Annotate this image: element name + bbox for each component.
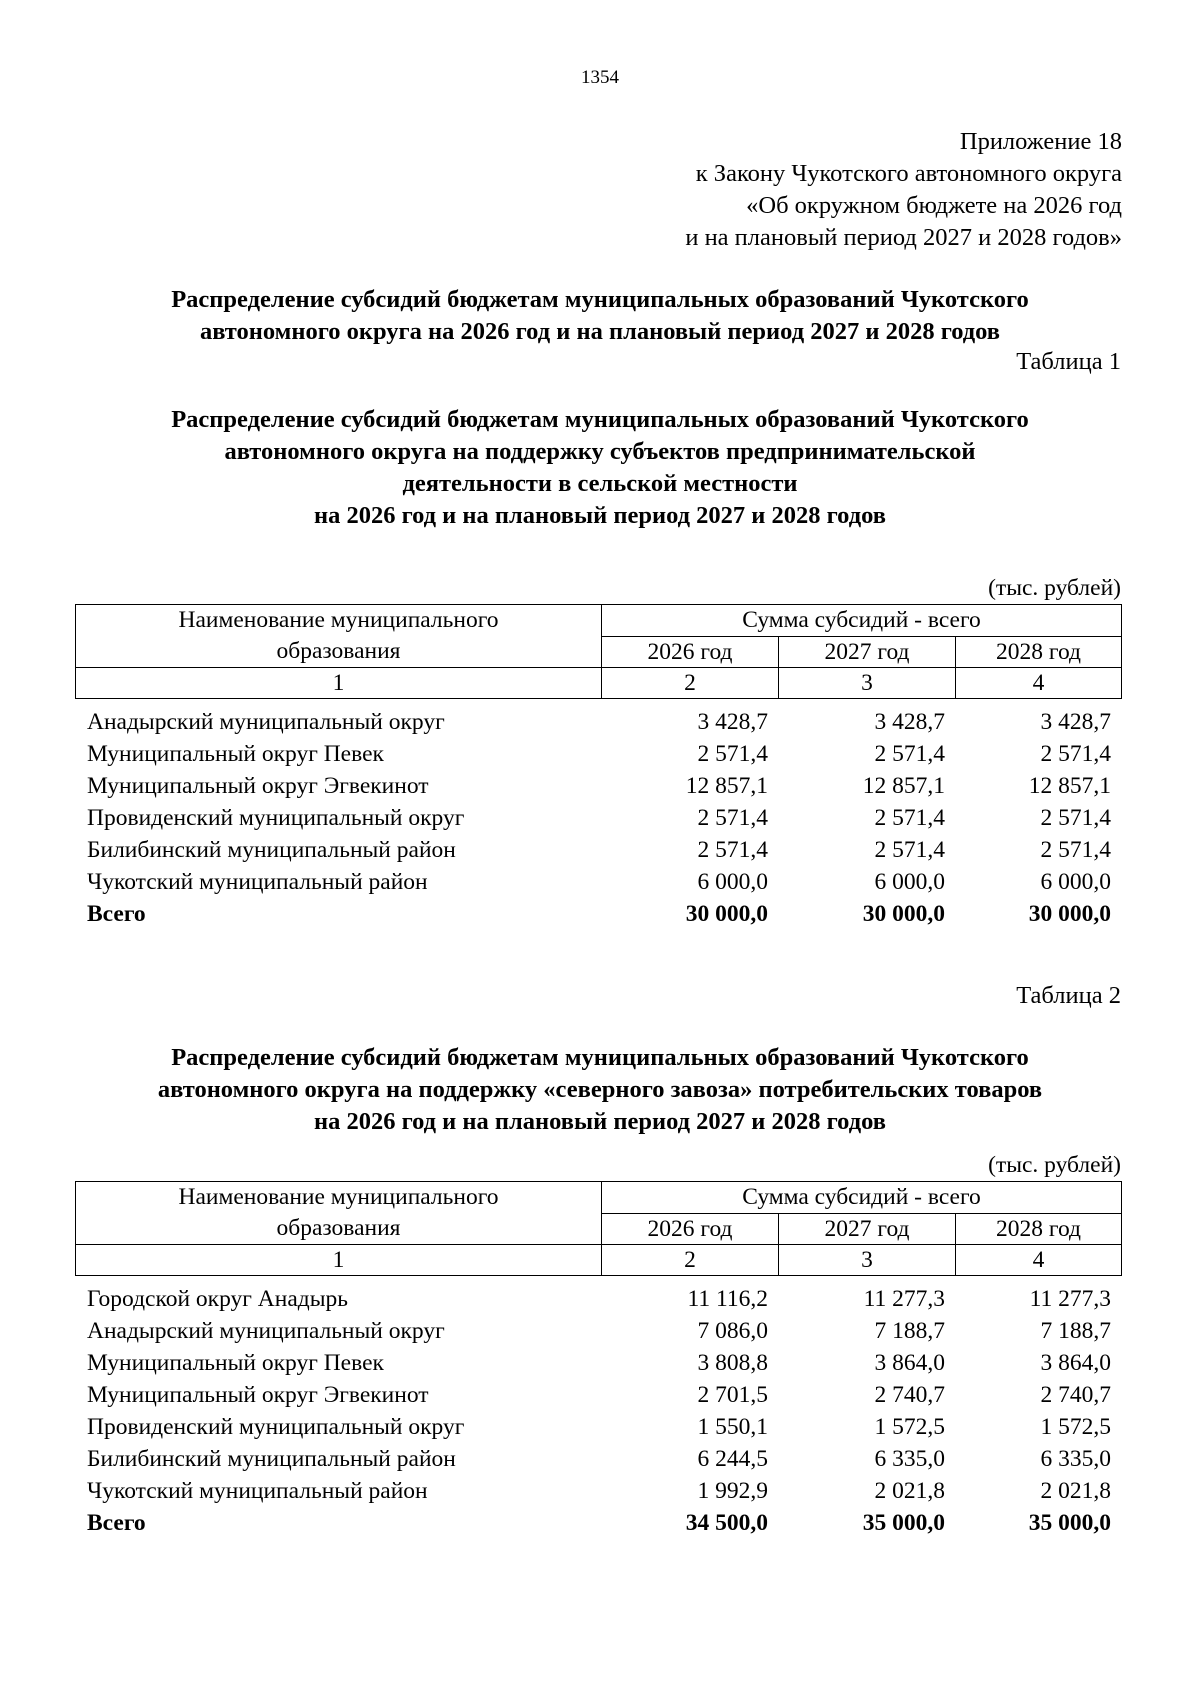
row-value-2028: 2 571,4 xyxy=(1040,741,1111,767)
header-name-line: Наименование муниципального xyxy=(178,607,499,633)
row-value-2027: 7 188,7 xyxy=(874,1318,945,1344)
row-value-2027: 2 571,4 xyxy=(874,805,945,831)
table2-title-line: Распределение субсидий бюджетам муниципальных образований Чукотского xyxy=(171,1044,1029,1071)
total-value-2026: 34 500,0 xyxy=(685,1510,768,1536)
header-year-2027: 2027 год xyxy=(779,636,956,668)
row-name: Анадырский муниципальный округ xyxy=(87,709,445,735)
row-value-2028: 2 571,4 xyxy=(1040,837,1111,863)
total-label: Всего xyxy=(87,1510,146,1536)
row-value-2027: 1 572,5 xyxy=(874,1414,945,1440)
header-sum-cell: Сумма субсидий - всего xyxy=(602,605,1122,637)
table-row xyxy=(75,1475,1121,1507)
table1-body xyxy=(75,706,1121,930)
row-value-2027: 11 277,3 xyxy=(863,1286,945,1312)
row-value-2026: 3 808,8 xyxy=(697,1350,768,1376)
table-row xyxy=(75,1283,1121,1315)
total-label: Всего xyxy=(87,901,146,927)
table-row xyxy=(75,706,1121,738)
row-value-2027: 6 000,0 xyxy=(874,869,945,895)
row-value-2026: 2 571,4 xyxy=(697,805,768,831)
header-col-number: 2 xyxy=(602,668,779,699)
row-value-2027: 6 335,0 xyxy=(874,1446,945,1472)
appendix-line: Приложение 18 xyxy=(959,128,1122,155)
total-value-2027: 35 000,0 xyxy=(862,1510,945,1536)
row-value-2026: 7 086,0 xyxy=(697,1318,768,1344)
row-value-2028: 2 571,4 xyxy=(1040,805,1111,831)
row-name: Чукотский муниципальный район xyxy=(87,869,428,895)
row-value-2028: 11 277,3 xyxy=(1029,1286,1111,1312)
table-row xyxy=(75,1379,1121,1411)
table1-title-line: Распределение субсидий бюджетам муниципальных образований Чукотского xyxy=(171,406,1029,433)
table-row xyxy=(75,770,1121,802)
table-row xyxy=(75,1315,1121,1347)
table-row xyxy=(75,1347,1121,1379)
row-name: Муниципальный округ Певек xyxy=(87,1350,384,1376)
row-value-2028: 7 188,7 xyxy=(1040,1318,1111,1344)
table-row xyxy=(75,1411,1121,1443)
row-name: Провиденский муниципальный округ xyxy=(87,805,465,831)
header-year-2028: 2028 год xyxy=(956,1213,1122,1245)
header-col-number: 1 xyxy=(76,668,602,699)
header-name-cell xyxy=(76,605,602,668)
row-name: Муниципальный округ Эгвекинот xyxy=(87,773,429,799)
row-value-2026: 2 571,4 xyxy=(697,837,768,863)
total-value-2026: 30 000,0 xyxy=(685,901,768,927)
row-value-2028: 6 000,0 xyxy=(1040,869,1111,895)
header-year-2028: 2028 год xyxy=(956,636,1122,668)
table1-title-line: на 2026 год и на плановый период 2027 и 2028 годов xyxy=(313,502,886,529)
table2-header xyxy=(75,1181,1122,1276)
total-value-2028: 30 000,0 xyxy=(1028,901,1111,927)
row-name: Провиденский муниципальный округ xyxy=(87,1414,465,1440)
row-value-2026: 2 701,5 xyxy=(697,1382,768,1408)
total-row xyxy=(75,1507,1121,1539)
row-value-2028: 6 335,0 xyxy=(1040,1446,1111,1472)
row-name: Анадырский муниципальный округ xyxy=(87,1318,445,1344)
total-row xyxy=(75,898,1121,930)
row-value-2026: 1 992,9 xyxy=(697,1478,768,1504)
row-value-2027: 3 428,7 xyxy=(874,709,945,735)
header-year-2026: 2026 год xyxy=(602,636,779,668)
header-sum-cell: Сумма субсидий - всего xyxy=(602,1182,1122,1214)
header-name-line: Наименование муниципального xyxy=(178,1184,499,1210)
row-value-2027: 2 571,4 xyxy=(874,741,945,767)
appendix-line: «Об окружном бюджете на 2026 год xyxy=(746,192,1122,219)
table2-label: Таблица 2 xyxy=(1016,982,1121,1009)
table2-title-line: автономного округа на поддержку «северного завоза» потребительских товаров xyxy=(157,1076,1043,1103)
header-col-number: 3 xyxy=(779,668,956,699)
table-row xyxy=(75,834,1121,866)
header-year-2027: 2027 год xyxy=(779,1213,956,1245)
table1-title-line: деятельности в сельской местности xyxy=(402,470,798,497)
table2-title xyxy=(80,1042,1120,1138)
table1-header xyxy=(75,604,1122,699)
row-name: Муниципальный округ Эгвекинот xyxy=(87,1382,429,1408)
table2-title-line: на 2026 год и на плановый период 2027 и 2028 годов xyxy=(313,1108,886,1135)
table-row xyxy=(75,866,1121,898)
row-value-2027: 2 740,7 xyxy=(874,1382,945,1408)
row-name: Билибинский муниципальный район xyxy=(87,1446,456,1472)
header-name-line: образования xyxy=(276,1215,401,1241)
row-value-2027: 12 857,1 xyxy=(862,773,945,799)
row-value-2026: 1 550,1 xyxy=(697,1414,768,1440)
row-value-2026: 11 116,2 xyxy=(687,1286,768,1312)
row-value-2027: 3 864,0 xyxy=(874,1350,945,1376)
row-value-2026: 2 571,4 xyxy=(697,741,768,767)
row-value-2028: 2 021,8 xyxy=(1040,1478,1111,1504)
header-col-number: 4 xyxy=(956,1245,1122,1276)
row-value-2026: 6 244,5 xyxy=(697,1446,768,1472)
header-col-number: 4 xyxy=(956,668,1122,699)
row-value-2028: 1 572,5 xyxy=(1040,1414,1111,1440)
row-value-2028: 3 864,0 xyxy=(1040,1350,1111,1376)
table1-title xyxy=(80,404,1120,532)
appendix-line: и на плановый период 2027 и 2028 годов» xyxy=(685,224,1122,251)
table2-body xyxy=(75,1283,1121,1539)
row-name: Билибинский муниципальный район xyxy=(87,837,456,863)
table1-units: (тыс. рублей) xyxy=(988,575,1121,601)
table-row xyxy=(75,738,1121,770)
header-col-number: 1 xyxy=(76,1245,602,1276)
total-value-2027: 30 000,0 xyxy=(862,901,945,927)
row-value-2026: 3 428,7 xyxy=(697,709,768,735)
main-title-line: автономного округа на 2026 год и на плановый период 2027 и 2028 годов xyxy=(199,318,1001,345)
row-value-2026: 12 857,1 xyxy=(685,773,768,799)
main-title xyxy=(80,284,1120,348)
row-value-2028: 12 857,1 xyxy=(1028,773,1111,799)
row-value-2027: 2 021,8 xyxy=(874,1478,945,1504)
header-name-cell xyxy=(76,1182,602,1245)
total-value-2028: 35 000,0 xyxy=(1028,1510,1111,1536)
row-value-2028: 2 740,7 xyxy=(1040,1382,1111,1408)
row-name: Городской округ Анадырь xyxy=(87,1286,348,1312)
row-name: Чукотский муниципальный район xyxy=(87,1478,428,1504)
header-name-line: образования xyxy=(276,638,401,664)
row-value-2028: 3 428,7 xyxy=(1040,709,1111,735)
header-year-2026: 2026 год xyxy=(602,1213,779,1245)
table1-label: Таблица 1 xyxy=(1016,348,1121,375)
header-col-number: 2 xyxy=(602,1245,779,1276)
appendix-heading xyxy=(422,126,1122,254)
table1-title-line: автономного округа на поддержку субъектов предпринимательской xyxy=(224,438,976,465)
table-row xyxy=(75,802,1121,834)
row-value-2026: 6 000,0 xyxy=(697,869,768,895)
table2-units: (тыс. рублей) xyxy=(988,1152,1121,1178)
appendix-line: к Закону Чукотского автономного округа xyxy=(695,160,1122,187)
table-row xyxy=(75,1443,1121,1475)
row-value-2027: 2 571,4 xyxy=(874,837,945,863)
page-number: 1354 xyxy=(581,67,619,88)
main-title-line: Распределение субсидий бюджетам муниципальных образований Чукотского xyxy=(171,286,1029,313)
row-name: Муниципальный округ Певек xyxy=(87,741,384,767)
header-col-number: 3 xyxy=(779,1245,956,1276)
